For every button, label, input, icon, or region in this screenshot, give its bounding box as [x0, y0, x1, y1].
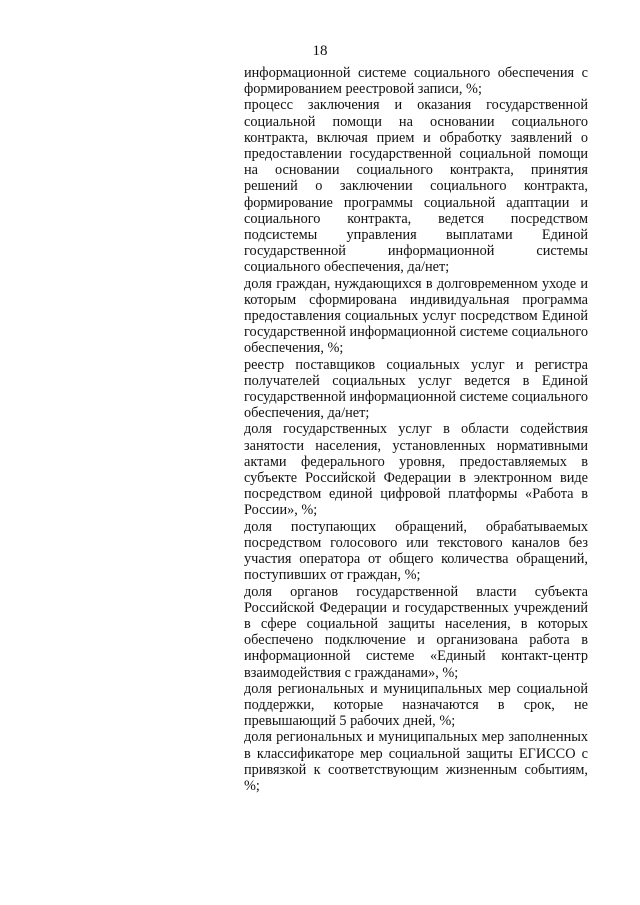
page-number: 18: [312, 43, 328, 59]
paragraph-6: доля поступающих обращений, обрабатываемых посредством голосового или текстового каналов без участия оператора от общего количества обращений, поступивших от граждан, %;: [244, 518, 588, 584]
paragraph-7: доля органов государственной власти субъекта Российской Федерации и государственных учреждений в сфере социальной защиты населения, в которых обеспечено подключение и организована работа в информационной системе «Единый контакт-центр взаимодействия с гражданами», %;: [244, 583, 588, 681]
paragraph-9: доля региональных и муниципальных мер заполненных в классификаторе мер социальной защиты ЕГИССО с привязкой к соответствующим жизненным событиям, %;: [244, 729, 588, 794]
paragraph-1: информационной системе социального обеспечения с формированием реестровой записи, %;: [244, 65, 588, 98]
paragraph-4: реестр поставщиков социальных услуг и регистра получателей социальных услуг ведется в Единой государственной информационной системе социального обеспечения, да/нет;: [244, 356, 588, 422]
paragraph-3: доля граждан, нуждающихся в долговременном уходе и которым сформирована индивидуальная программа предоставления социальных услуг посредством Единой государственной информационной системе социального обеспечения, %;: [244, 275, 588, 357]
paragraph-8: доля региональных и муниципальных мер социальной поддержки, которые назначаются в срок, не превышающий 5 рабочих дней, %;: [244, 680, 588, 730]
paragraph-2: процесс заключения и оказания государственной социальной помощи на основании социального контракта, включая прием и обработку заявлений о предоставлении государственной социальной помощи на основании социального контракта, принятия решений о заключении социального контракта, формирование программы социальной адаптации и социального контракта, ведется посредством подсистемы управления выплатами Единой государственной информационной системы социального обеспечения, да/нет;: [244, 97, 588, 276]
document-body: [244, 65, 588, 794]
paragraph-5: доля государственных услуг в области содействия занятости населения, установленных нормативными актами федерального уровня, предоставляемых в субъекте Российской Федерации в электронном виде посредством единой цифровой платформы «Работа в России», %;: [244, 421, 588, 519]
